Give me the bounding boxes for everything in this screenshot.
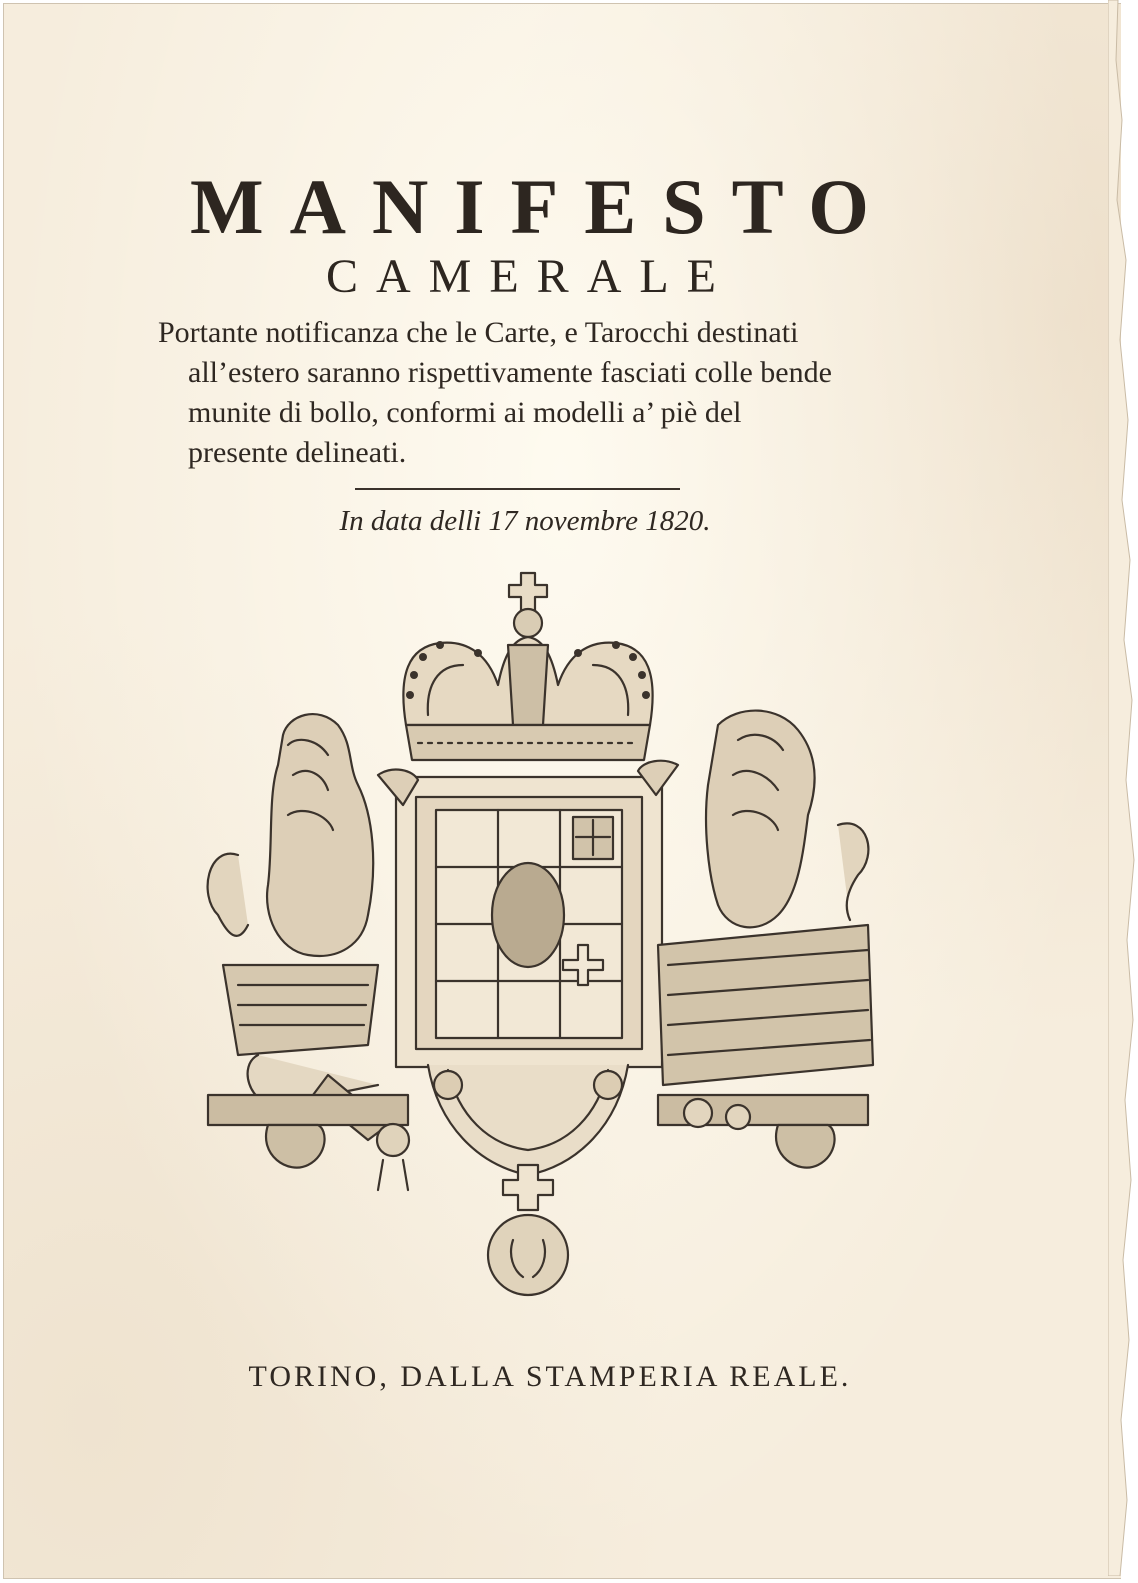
order-collar-icon [428,1065,628,1295]
document-subtitle: CAMERALE [326,250,734,303]
description-line: presente delineati. [188,436,407,469]
royal-coat-of-arms-icon [178,565,898,1305]
printer-imprint: TORINO, DALLA STAMPERIA REALE. [248,1360,852,1393]
lion-right-icon [638,711,868,928]
document-date: In data delli 17 novembre 1820. [339,505,711,537]
torn-edge [1108,0,1138,1576]
document-description [158,313,893,473]
shield-icon [396,777,662,1067]
document-title: MANIFESTO [190,163,895,250]
description-line: all’estero saranno rispettivamente fasciati colle bende [188,356,832,389]
crown-icon [403,637,652,760]
trophy-left-icon [208,965,408,1140]
lion-left-icon [208,714,418,956]
description-line: munite di bollo, conformi ai modelli a’ piè del [188,396,742,429]
description-line: Portante notificanza che le Carte, e Tarocchi destinati [158,316,799,349]
crown-cross-icon [509,573,547,637]
horizontal-rule [355,488,680,490]
trophy-right-icon [658,925,873,1129]
